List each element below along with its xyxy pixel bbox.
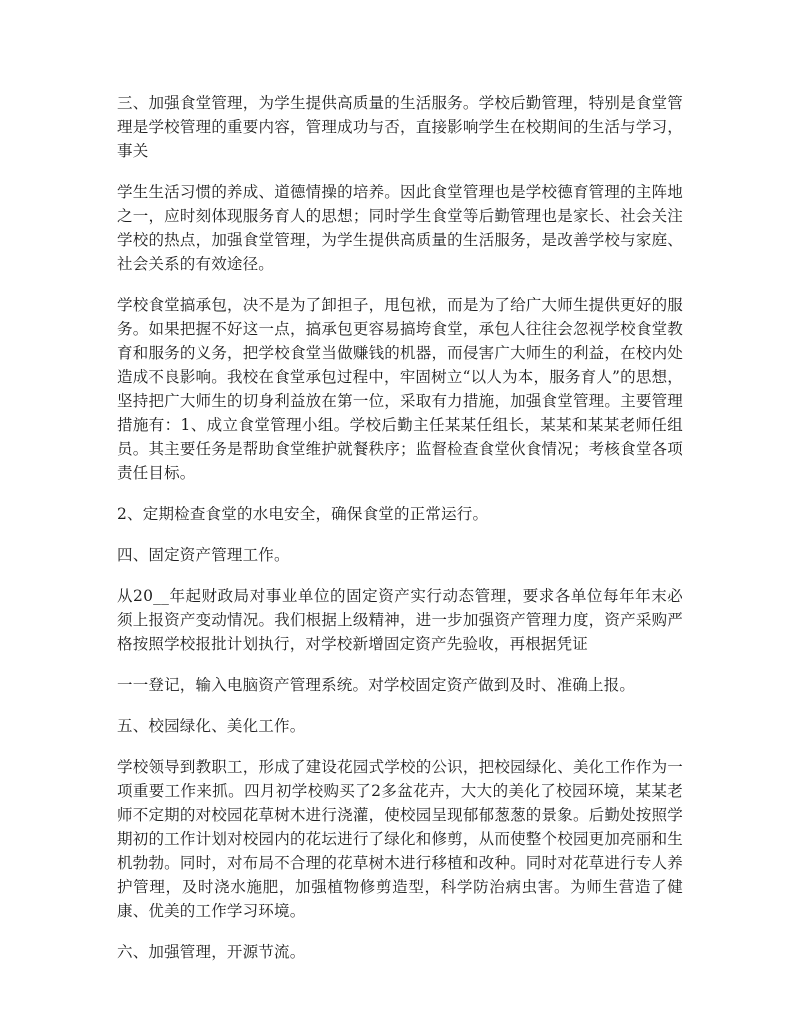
paragraph-greening-body: 学校领导到教职工，形成了建设花园式学校的公识，把校园绿化、美化工作作为一项重要工作来抓。四月初学校购买了2多盆花卉，大大的美化了校园环境，某某老师不定期的对校园花草树木进行浇灌，使校园呈现郁郁葱葱的景象。后勤处按照学期初的工作计划对校园内的花坛进行了绿化和修剪，从而使整个校园更加亮丽和生机勃勃。同时，对布局不合理的花草树木进行移植和改种。同时对花草进行专人养护管理，及时浇水施肥，加强植物修剪造型，科学防治病虫害。为师生营造了健康、优美的工作学习环境。: [117, 758, 683, 920]
paragraph-assets-register: 一一登记，输入电脑资产管理系统。对学校固定资产做到及时、准确上报。: [117, 676, 636, 694]
paragraph-canteen-safety: 2、定期检查食堂的水电安全，确保食堂的正常运行。: [117, 505, 489, 523]
paragraph-assets-policy: 从20__年起财政局对事业单位的固定资产实行动态管理，要求各单位每年年末必须上报资产变动情况。我们根据上级精神，进一步加强资产管理力度，资产采购严格按照学校报批计划执行，对学校新增固定资产先验收，再根据凭证: [117, 587, 683, 653]
paragraph-canteen-heading: 三、加强食堂管理，为学生提供高质量的生活服务。学校后勤管理，特别是食堂管理是学校管理的重要内容，管理成功与否，直接影响学生在校期间的生活与学习，事关: [117, 94, 683, 160]
document-page: [117, 91, 683, 981]
paragraph-management-heading: 六、加强管理，开源节流。: [117, 943, 306, 961]
paragraph-greening-heading: 五、校园绿化、美化工作。: [117, 717, 306, 735]
paragraph-canteen-moral: 学生生活习惯的养成、道德情操的培养。因此食堂管理也是学校德育管理的主阵地之一，应时刻体现服务育人的思想；同时学生食堂等后勤管理也是家长、社会关注学校的热点，加强食堂管理，为学生提供高质量的生活服务，是改善学校与家庭、社会关系的有效途径。: [117, 183, 683, 273]
paragraph-canteen-contract: 学校食堂搞承包，决不是为了卸担子，甩包袱，而是为了给广大师生提供更好的服务。如果把握不好这一点，搞承包更容易搞垮食堂，承包人往往会忽视学校食堂教育和服务的义务，把学校食堂当做赚钱的机器，而侵害广大师生的利益，在校内处造成不良影响。我校在食堂承包过程中，牢固树立“以人为本，服务育人”的思想，坚持把广大师生的切身利益放在第一位，采取有力措施，加强食堂管理。主要管理措施有：1、成立食堂管理小组。学校后勤主任某某任组长，某某和某某老师任组员。其主要任务是帮助食堂维护就餐秩序；监督检查食堂伙食情况；考核食堂各项责任目标。: [117, 296, 683, 482]
paragraph-assets-heading: 四、固定资产管理工作。: [117, 546, 290, 564]
